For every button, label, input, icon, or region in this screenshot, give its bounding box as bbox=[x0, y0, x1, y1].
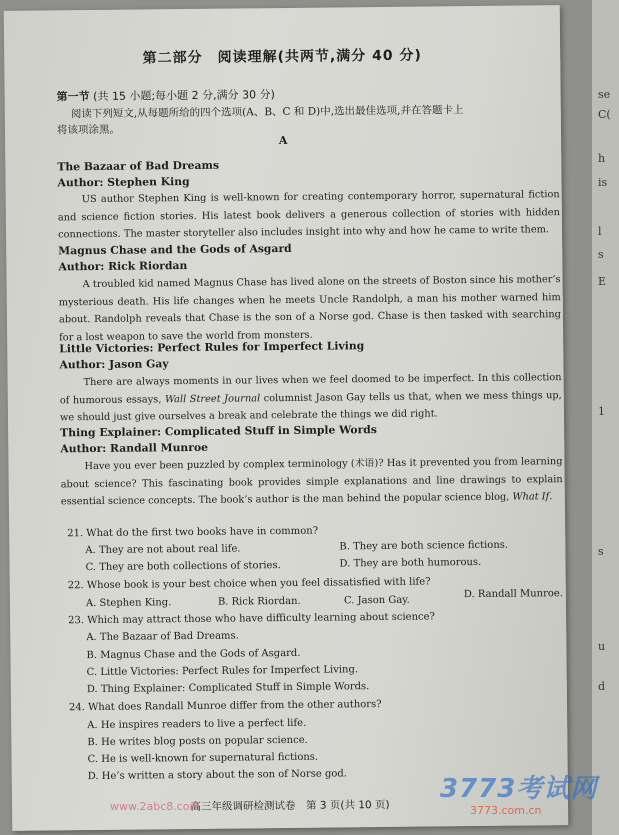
book-text-1: US author Stephen King is well-known for creating contemporary horror, supernatural fiction and science fiction stories. His latest book delivers a generous collection of stories with hidden connections. The master storyteller also includes insight into why and how he came to write them. bbox=[57, 189, 560, 241]
book-author-4: Author: Randall Munroe bbox=[60, 440, 209, 456]
book-text-3-pre: There are always moments in our lives when we feel doomed to be imperfect. In this collection of humorous essays, bbox=[59, 372, 562, 406]
instruction-line-2: 将该项涂黑。 bbox=[56, 123, 121, 137]
question-24-option-a: A. He inspires readers to live a perfect life. bbox=[87, 717, 307, 732]
watermark-logo-url: 3773.com.cn bbox=[470, 804, 542, 817]
question-21-option-a: A. They are not about real life. bbox=[85, 543, 241, 557]
section-title: 第二部分 阅读理解(共两节,满分 40 分) bbox=[142, 47, 422, 67]
next-page-fragment: h bbox=[598, 152, 606, 165]
question-24-stem: 24. What does Randall Munroe differ from the other authors? bbox=[68, 699, 382, 714]
page-footer: 高三年级调研检测试卷 第 3 页(共 10 页) bbox=[190, 798, 390, 814]
question-22-option-b: B. Rick Riordan. bbox=[217, 595, 301, 608]
question-21-stem: 21. What do the first two books have in common? bbox=[67, 525, 319, 540]
book-title-1: The Bazaar of Bad Dreams bbox=[57, 158, 220, 174]
next-page-fragment: se bbox=[598, 88, 611, 101]
question-21-option-b: B. They are both science fictions. bbox=[339, 539, 509, 553]
book-author-3: Author: Jason Gay bbox=[59, 357, 169, 372]
subsection-detail: (共 15 小题;每小题 2 分,满分 30 分) bbox=[93, 88, 275, 104]
book-author-1: Author: Stephen King bbox=[57, 174, 190, 190]
passage-label: A bbox=[278, 133, 288, 148]
next-page-fragment: is bbox=[598, 176, 608, 189]
book-text-4-post: . bbox=[549, 491, 553, 503]
book-text-4-pre: Have you ever been puzzled by complex terminology (术语)? Has it prevented you from learning about science? This fascinating book provides simple explanations and line drawings to explain essential science concepts. The book’s author is the man behind the popular science blog, bbox=[60, 456, 563, 508]
book-title-4: Thing Explainer: Complicated Stuff in Simple Words bbox=[60, 423, 377, 440]
next-page-fragment: l bbox=[598, 225, 602, 238]
adjacent-page-edge bbox=[592, 0, 619, 835]
book-text-3-post: columnist Jason Gay tells us that, when we mess things up, we should just give ourselves a break and celebrate the things we did right. bbox=[59, 389, 562, 424]
next-page-fragment: 1 bbox=[598, 405, 605, 418]
next-page-fragment: E bbox=[598, 275, 607, 288]
question-23-option-c: C. Little Victories: Perfect Rules for Imperfect Living. bbox=[86, 664, 359, 679]
book-title-3: Little Victories: Perfect Rules for Imperfect Living bbox=[59, 339, 365, 356]
question-23-option-a: A. The Bazaar of Bad Dreams. bbox=[86, 630, 239, 644]
question-21-option-c: C. They are both collections of stories. bbox=[85, 560, 281, 574]
book-text-2: A troubled kid named Magnus Chase has lived alone on the streets of Boston since his mother’s mysterious death. His life changes when he meets Uncle Randolph, a man his mother warned him about. Randolph reveals that Chase is the son of a Norse god. Chase is then tasked with searching for a lost weapon to save the world from monsters. bbox=[58, 274, 561, 343]
book-text-3-em: Wall Street Journal bbox=[164, 392, 261, 405]
question-24-option-d: D. He’s written a story about the son of Norse god. bbox=[87, 768, 348, 783]
watermark-logo bbox=[440, 768, 610, 828]
question-24-option-c: C. He is well-known for supernatural fictions. bbox=[87, 751, 319, 766]
watermark-logo-text: 3773考试网 bbox=[440, 774, 598, 804]
question-23-stem: 23. Which may attract those who have difficulty learning about science? bbox=[68, 611, 435, 627]
next-page-fragment: u bbox=[598, 640, 606, 653]
book-text-3 bbox=[60, 369, 563, 427]
subsection-header bbox=[57, 86, 275, 104]
question-23-option-b: B. Magnus Chase and the Gods of Asgard. bbox=[86, 647, 301, 662]
question-24-option-b: B. He writes blog posts on popular science. bbox=[87, 734, 308, 749]
subsection-label: 第一节 bbox=[56, 90, 90, 104]
book-title-2: Magnus Chase and the Gods of Asgard bbox=[58, 241, 292, 258]
exam-page bbox=[4, 5, 569, 831]
next-page-fragment: C( bbox=[598, 108, 611, 121]
question-22-stem: 22. Whose book is your best choice when you feel dissatisfied with life? bbox=[67, 576, 431, 592]
book-text-4 bbox=[60, 453, 563, 511]
next-page-fragment: s bbox=[598, 545, 604, 558]
watermark-left: www.2abc8.com bbox=[110, 800, 201, 813]
question-22-option-c: C. Jason Gay. bbox=[343, 594, 410, 607]
question-21-option-d: D. They are both humorous. bbox=[339, 556, 482, 570]
instruction-line-1: 阅读下列短文,从每题所给的四个选项(A、B、C 和 D)中,选出最佳选项,并在答题卡上 bbox=[70, 104, 464, 121]
next-page-fragment: s bbox=[598, 248, 604, 261]
book-author-2: Author: Rick Riordan bbox=[58, 259, 188, 274]
next-page-fragment: d bbox=[598, 680, 606, 693]
question-22-option-a: A. Stephen King. bbox=[85, 597, 172, 610]
question-22-option-d: D. Randall Munroe. bbox=[463, 588, 564, 601]
question-23-option-d: D. Thing Explainer: Complicated Stuff in Simple Words. bbox=[86, 681, 370, 696]
book-text-4-em: What If bbox=[512, 491, 550, 503]
